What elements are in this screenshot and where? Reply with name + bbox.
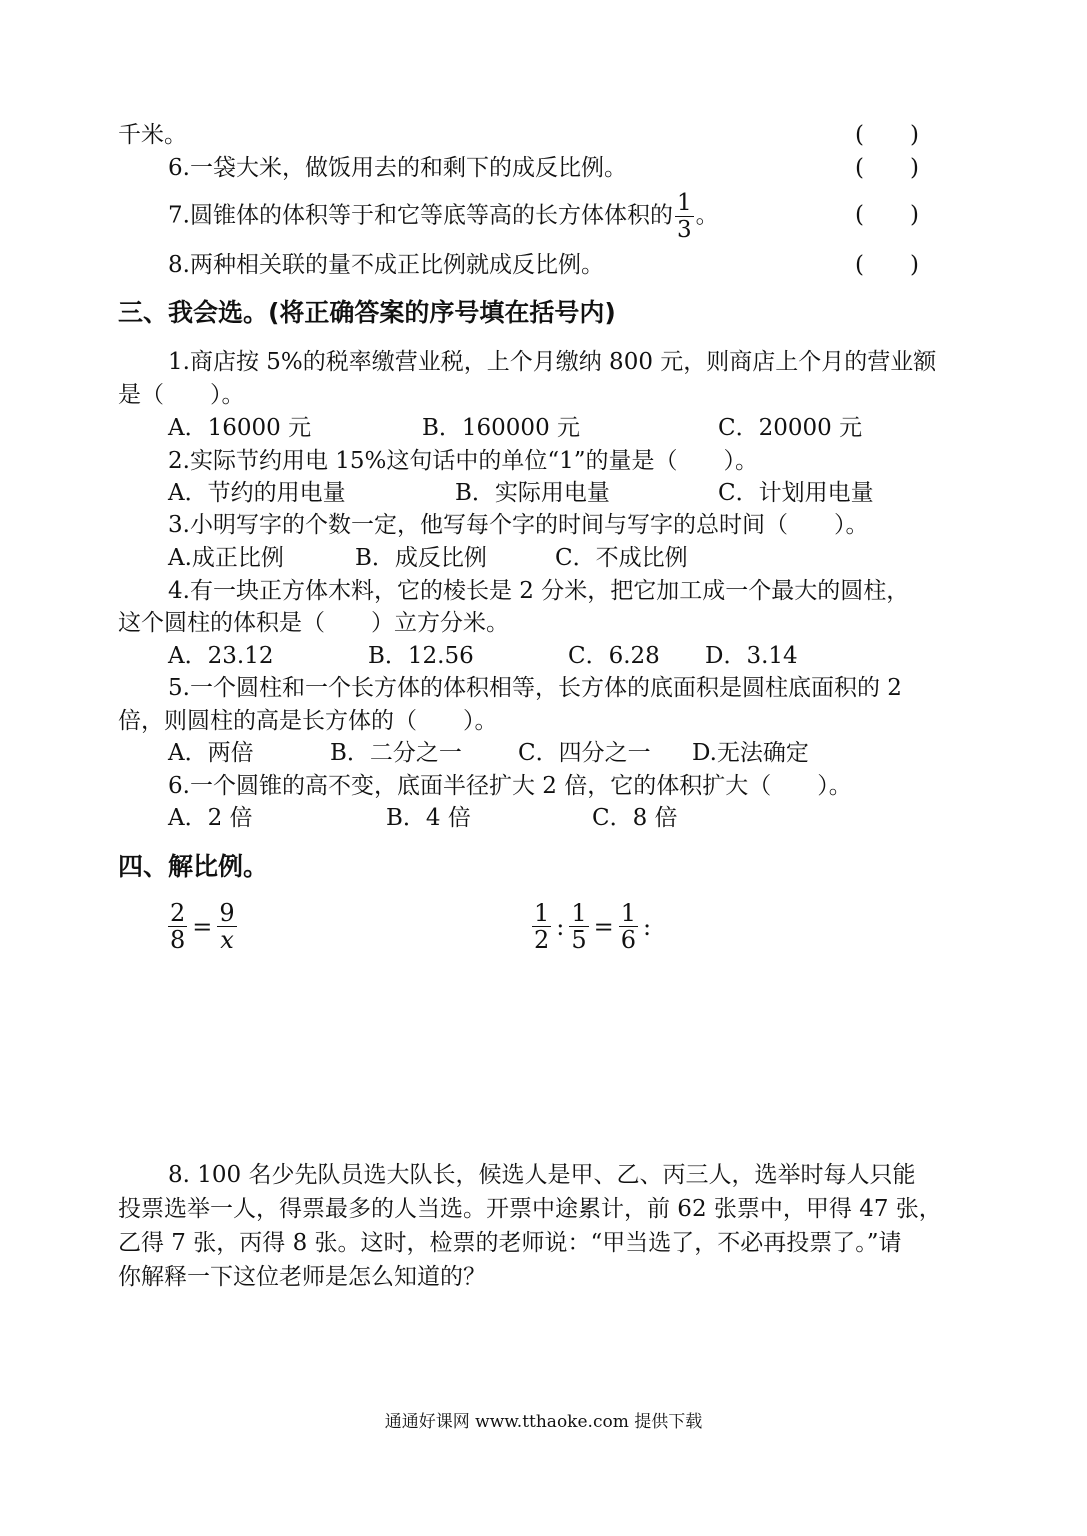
q4-line1: 4.有一块正方体木料，它的棱长是 2 分米，把它加工成一个最大的圆柱， xyxy=(168,578,910,604)
q4-option-a[interactable]: A．23.12 xyxy=(168,643,274,669)
answer-blank[interactable]: ( ) xyxy=(855,252,919,278)
problem-8-line3: 乙得 7 张，丙得 8 张。这时，检票的老师说：“甲当选了，不必再投票了。”请 xyxy=(118,1230,902,1256)
fraction xyxy=(532,900,551,953)
q5-line2: 倍，则圆柱的高是长方体的（ ）。 xyxy=(118,708,498,734)
fraction-denominator: x xyxy=(217,926,236,953)
fraction-numerator: 1 xyxy=(676,190,692,216)
fraction-denominator: 8 xyxy=(170,926,186,954)
section-4-title: 四、解比例。 xyxy=(118,852,269,881)
fraction-denominator: 5 xyxy=(571,926,587,954)
q3-option-c[interactable]: C．不成比例 xyxy=(555,545,688,571)
section-3-title: 三、我会选。(将正确答案的序号填在括号内) xyxy=(118,298,616,327)
q2-option-b[interactable]: B．实际用电量 xyxy=(455,480,610,506)
q5-option-c[interactable]: C．四分之一 xyxy=(518,740,651,766)
fraction-denominator: 3 xyxy=(676,217,692,243)
fraction-numerator: 9 xyxy=(219,899,235,927)
q5-option-b[interactable]: B．二分之一 xyxy=(330,740,462,766)
problem-8-line4: 你解释一下这位老师是怎么知道的？ xyxy=(118,1264,486,1290)
q5-line1: 5.一个圆柱和一个长方体的体积相等，长方体的底面积是圆柱底面积的 2 xyxy=(168,675,902,701)
fraction xyxy=(217,900,236,953)
judge-item-7-end: 。 xyxy=(695,202,719,229)
q3-option-a[interactable]: A.成正比例 xyxy=(168,545,284,571)
q5-option-d[interactable]: D.无法确定 xyxy=(692,740,809,766)
fraction-numerator: 1 xyxy=(534,899,550,927)
q2-option-c[interactable]: C．计划用电量 xyxy=(718,480,874,506)
fraction xyxy=(619,900,638,953)
q1-option-b[interactable]: B．160000 元 xyxy=(422,415,581,441)
judge-line-continued: 千米。 xyxy=(118,122,187,148)
q4-option-c[interactable]: C．6.28 xyxy=(568,643,660,669)
answer-blank[interactable]: ( ) xyxy=(855,155,919,181)
equals-sign: = xyxy=(192,912,213,941)
fraction xyxy=(168,900,187,953)
problem-8-line1: 8. 100 名少先队员选大队长，候选人是甲、乙、丙三人，选举时每人只能 xyxy=(168,1162,916,1188)
q6-line: 6.一个圆锥的高不变，底面半径扩大 2 倍，它的体积扩大（ ）。 xyxy=(168,773,852,799)
problem-8-line2: 投票选举一人，得票最多的人当选。开票中途累计，前 62 张票中，甲得 47 张， xyxy=(118,1196,942,1222)
q3-option-b[interactable]: B．成反比例 xyxy=(355,545,487,571)
judge-item-6: 6.一袋大米，做饭用去的和剩下的成反比例。 xyxy=(168,155,627,181)
proportion-equation-2 xyxy=(530,900,654,953)
q1-option-c[interactable]: C．20000 元 xyxy=(718,415,863,441)
fraction-numerator: 1 xyxy=(620,899,637,927)
proportion-equation-1 xyxy=(166,900,239,953)
answer-blank[interactable]: ( ) xyxy=(855,122,919,148)
q6-option-c[interactable]: C．8 倍 xyxy=(592,805,678,831)
judge-item-7 xyxy=(168,190,719,243)
q4-option-d[interactable]: D．3.14 xyxy=(705,643,798,669)
judge-item-8: 8.两种相关联的量不成正比例就成反比例。 xyxy=(168,252,604,278)
fraction-denominator: 6 xyxy=(620,926,637,954)
equals-sign: = xyxy=(593,912,614,941)
fraction-numerator: 1 xyxy=(571,899,587,927)
q2-line: 2.实际节约用电 15%这句话中的单位“1”的量是（ ）。 xyxy=(168,448,759,474)
q1-option-a[interactable]: A．16000 元 xyxy=(168,415,312,441)
q4-option-b[interactable]: B．12.56 xyxy=(368,643,474,669)
fraction-denominator: 2 xyxy=(534,926,550,954)
q1-line1: 1.商店按 5%的税率缴营业税，上个月缴纳 800 元，则商店上个月的营业额 xyxy=(168,349,937,375)
ratio-colon: : xyxy=(556,912,565,941)
answer-blank[interactable]: ( ) xyxy=(855,202,919,228)
q6-option-a[interactable]: A．2 倍 xyxy=(168,805,253,831)
q3-line: 3.小明写字的个数一定，他写每个字的时间与写字的总时间（ ）。 xyxy=(168,512,869,538)
q5-option-a[interactable]: A．两倍 xyxy=(168,740,254,766)
q6-option-b[interactable]: B．4 倍 xyxy=(386,805,471,831)
q1-line2: 是（ ）。 xyxy=(118,382,245,408)
fraction-one-third xyxy=(675,190,694,243)
judge-item-7-text: 7.圆锥体的体积等于和它等底等高的长方体体积的 xyxy=(168,202,673,229)
fraction xyxy=(569,900,588,953)
q2-option-a[interactable]: A．节约的用电量 xyxy=(168,480,346,506)
ratio-colon: : xyxy=(643,912,652,941)
q4-line2: 这个圆柱的体积是（ ）立方分米。 xyxy=(118,610,509,636)
page-footer: 通通好课网 www.tthaoke.com 提供下载 xyxy=(384,1412,703,1432)
fraction-numerator: 2 xyxy=(170,899,186,927)
